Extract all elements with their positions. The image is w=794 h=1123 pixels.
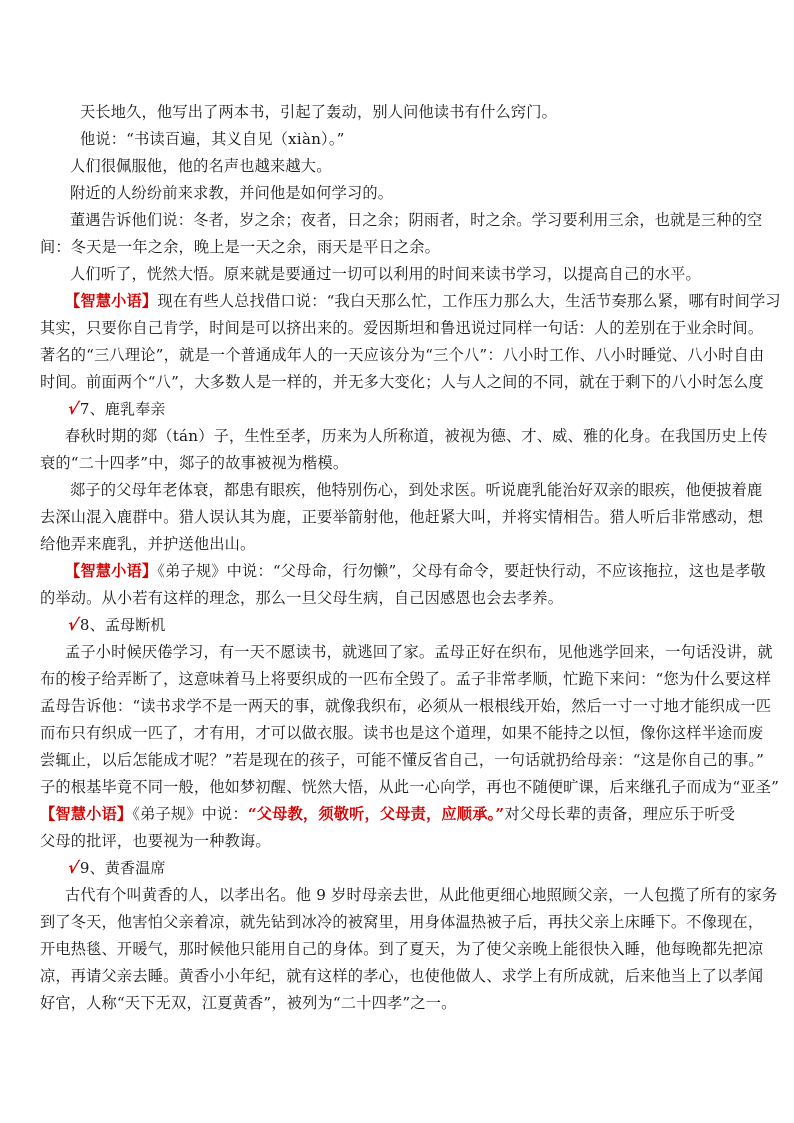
paragraph-line: 而布只有织成一匹了，才有用，才可以做衣服。读书也是这个道理，如果不能持之以恒，像你这样半途而废 bbox=[40, 724, 764, 742]
wisdom-line bbox=[40, 804, 794, 824]
paragraph-line: 董遇告诉他们说：冬者，岁之余；夜者，日之余；阴雨者，时之余。学习要利用三余，也就是三种的空 bbox=[70, 211, 763, 229]
checkmark-icon: √ bbox=[66, 615, 82, 634]
paragraph-line: 凉，再请父亲去睡。黄香小小年纪，就有这样的孝心，也使他做人、求学上有所成就，后来他当上了以孝闻 bbox=[40, 967, 764, 985]
wisdom-tag: 【智慧小语】 bbox=[65, 562, 158, 580]
paragraph-line: 古代有个叫黄香的人，以孝出名。他 9 岁时母亲去世，从此他更细心地照顾父亲，一人包揽了所有的家务 bbox=[65, 886, 778, 904]
paragraph-line: 衰的“二十四孝”中，郯子的故事被视为楷模。 bbox=[40, 454, 349, 472]
paragraph-line: 开电热毯、开暖气，那时候他只能用自己的身体。到了夏天，为了使父亲晚上能很快入睡，他每晚都先把凉 bbox=[40, 940, 764, 958]
paragraph-line: 时间。前面两个“八”，大多数人是一样的，并无多大变化；人与人之间的不同，就在于剩下的八小时怎么度 bbox=[40, 373, 764, 391]
wisdom-tag: 【智慧小语】 bbox=[40, 805, 133, 823]
paragraph-line: 去深山混入鹿群中。猎人误认其为鹿，正要举箭射他，他赶紧大叫，并将实情相告。猎人听后非常感动，想 bbox=[40, 508, 764, 526]
paragraph-line: 天长地久，他写出了两本书，引起了轰动，别人问他读书有什么窍门。 bbox=[80, 103, 558, 121]
paragraph-line: 父母的批评，也要视为一种教诲。 bbox=[40, 832, 271, 850]
paragraph-line: 给他弄来鹿乳，并护送他出山。 bbox=[40, 535, 256, 553]
paragraph-line: 尝辄止，以后怎能成才呢？”若是现在的孩子，可能不懂反省自己，一句话就扔给母亲：“这是你自己的事。” bbox=[40, 751, 765, 769]
wisdom-line bbox=[65, 291, 794, 311]
paragraph-line: 布的梭子给弄断了，这意味着马上将要织成的一匹布全毁了。孟子非常孝顺，忙跪下来问：“您为什么要这样 bbox=[40, 670, 772, 688]
wisdom-text: 《弟子规》中说：“父母命，行勿懒”，父母有命令，要赶快行动，不应该拖拉，这也是孝敬 bbox=[157, 562, 766, 580]
paragraph-line: 人们听了，恍然大悟。原来就是要通过一切可以利用的时间来读书学习，以提高自己的水平。 bbox=[70, 265, 701, 283]
checkmark-icon: √ bbox=[66, 858, 82, 877]
heading-text: 8、孟母断机 bbox=[79, 616, 166, 634]
heading-text: 9、黄香温席 bbox=[79, 859, 166, 877]
paragraph-line: 的举动。从小若有这样的理念，那么一旦父母生病，自己因感恩也会去孝养。 bbox=[40, 589, 564, 607]
paragraph-line: 间：冬天是一年之余，晚上是一天之余，雨天是平日之余。 bbox=[40, 238, 441, 256]
wisdom-text: 《弟子规》中说： bbox=[132, 805, 248, 823]
wisdom-text: 现在有些人总找借口说：“我白天那么忙，工作压力那么大，生活节奏那么紧，哪有时间学习 bbox=[157, 292, 781, 310]
heading-text: 7、鹿乳奉亲 bbox=[79, 400, 166, 418]
paragraph-line: 孟子小时候厌倦学习，有一天不愿读书，就逃回了家。孟母正好在织布，见他逃学回来，一句话没讲，就 bbox=[65, 643, 773, 661]
section-heading-7 bbox=[68, 399, 166, 419]
paragraph-line: 子的根基毕竟不同一般，他如梦初醒、恍然大悟，从此一心向学，再也不随便旷课，后来继孔子而成为“亚圣” bbox=[40, 778, 780, 796]
checkmark-icon: √ bbox=[66, 399, 82, 418]
paragraph-line: 人们很佩服他，他的名声也越来越大。 bbox=[70, 157, 332, 175]
paragraph-line: 附近的人纷纷前来求教，并问他是如何学习的。 bbox=[70, 184, 394, 202]
paragraph-line: 著名的“三八理论”，就是一个普通成年人的一天应该分为“三个八”：八小时工作、八小时睡觉、八小时自由 bbox=[40, 346, 765, 364]
paragraph-line: 其实，只要你自己肯学，时间是可以挤出来的。爱因斯坦和鲁迅说过同样一句话：人的差别在于业余时间。 bbox=[40, 319, 764, 337]
paragraph-line: 他说：“书读百遍，其义自见（xiàn）。” bbox=[80, 130, 345, 148]
wisdom-text: 对父母长辈的责备，理应乐于听受 bbox=[504, 805, 736, 823]
section-heading-9 bbox=[68, 858, 166, 878]
paragraph-line: 春秋时期的郯（tán）子，生性至孝，历来为人所称道，被视为德、才、威、雅的化身。在我国历史上传 bbox=[65, 427, 768, 445]
section-heading-8 bbox=[68, 615, 166, 635]
wisdom-line bbox=[65, 561, 794, 581]
paragraph-line: 孟母告诉他：“读书求学不是一两天的事，就像我织布，必须从一根根线开始，然后一寸一寸地才能织成一匹 bbox=[40, 697, 772, 715]
paragraph-line: 到了冬天，他害怕父亲着凉，就先钻到冰冷的被窝里，用身体温热被子后，再扶父亲上床睡下。不像现在， bbox=[40, 913, 764, 931]
paragraph-line: 郯子的父母年老体衰，都患有眼疾，他特别伤心，到处求医。听说鹿乳能治好双亲的眼疾，他便披着鹿 bbox=[70, 481, 763, 499]
wisdom-tag: 【智慧小语】 bbox=[65, 292, 158, 310]
wisdom-quote: “父母教，须敬听，父母责，应顺承。” bbox=[247, 805, 505, 823]
paragraph-line: 好官，人称“天下无双，江夏黄香”，被列为“二十四孝”之一。 bbox=[40, 994, 457, 1012]
